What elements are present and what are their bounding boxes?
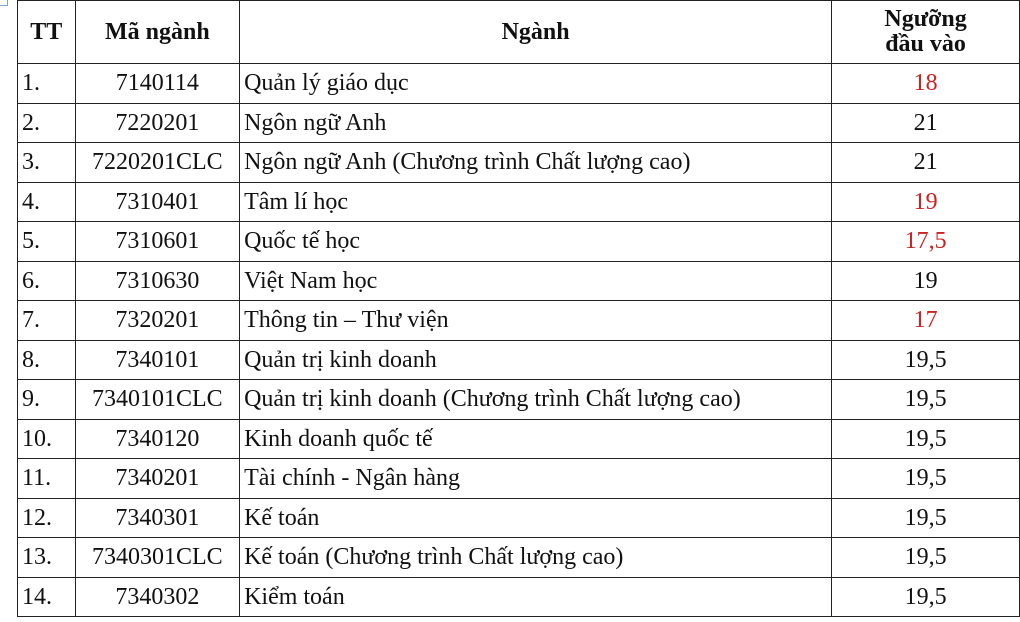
threshold-score: 21 [832, 103, 1020, 143]
header-threshold-line1: Ngưỡng [884, 5, 967, 32]
row-number: 13. [18, 538, 76, 578]
table-row [18, 64, 1020, 104]
threshold-score: 19 [832, 261, 1020, 301]
major-name: Kinh doanh quốc tế [240, 419, 832, 459]
threshold-score: 19,5 [832, 538, 1020, 578]
major-code: 7340101 [75, 340, 239, 380]
header-row [18, 1, 1020, 64]
row-number: 14. [18, 577, 76, 617]
header-threshold-line2: đầu vào [885, 31, 966, 57]
table-row [18, 380, 1020, 420]
table-row [18, 103, 1020, 143]
major-code: 7340201 [75, 459, 239, 499]
table-row [18, 340, 1020, 380]
row-number: 10. [18, 419, 76, 459]
table-row [18, 222, 1020, 262]
major-code: 7340301 [75, 498, 239, 538]
table-row [18, 498, 1020, 538]
table-row [18, 261, 1020, 301]
table-row [18, 459, 1020, 499]
threshold-score: 19,5 [832, 459, 1020, 499]
major-code: 7220201CLC [75, 143, 239, 183]
threshold-score: 19 [832, 182, 1020, 222]
threshold-score: 19,5 [832, 419, 1020, 459]
row-number: 6. [18, 261, 76, 301]
major-code: 7310601 [75, 222, 239, 262]
major-code: 7340302 [75, 577, 239, 617]
major-name: Quản lý giáo dục [240, 64, 832, 104]
major-name: Thông tin – Thư viện [240, 301, 832, 341]
major-name: Kiểm toán [240, 577, 832, 617]
table-row [18, 419, 1020, 459]
major-code: 7340101CLC [75, 380, 239, 420]
row-number: 9. [18, 380, 76, 420]
major-name: Tâm lí học [240, 182, 832, 222]
header-tt: TT [18, 1, 76, 64]
admission-threshold-table [17, 0, 1020, 617]
table-header [18, 1, 1020, 64]
major-code: 7220201 [75, 103, 239, 143]
major-name: Ngôn ngữ Anh (Chương trình Chất lượng cao) [240, 143, 832, 183]
table-row [18, 143, 1020, 183]
table-row [18, 577, 1020, 617]
row-number: 12. [18, 498, 76, 538]
table-body [18, 64, 1020, 617]
header-code: Mã ngành [75, 1, 239, 64]
corner-marker-icon [0, 0, 8, 6]
major-name: Quốc tế học [240, 222, 832, 262]
row-number: 1. [18, 64, 76, 104]
row-number: 8. [18, 340, 76, 380]
major-name: Tài chính - Ngân hàng [240, 459, 832, 499]
major-code: 7340120 [75, 419, 239, 459]
major-code: 7340301CLC [75, 538, 239, 578]
threshold-score: 19,5 [832, 340, 1020, 380]
major-name: Kế toán [240, 498, 832, 538]
major-name: Kế toán (Chương trình Chất lượng cao) [240, 538, 832, 578]
row-number: 5. [18, 222, 76, 262]
header-threshold [832, 1, 1020, 64]
major-name: Ngôn ngữ Anh [240, 103, 832, 143]
major-code: 7310630 [75, 261, 239, 301]
table-row [18, 301, 1020, 341]
row-number: 7. [18, 301, 76, 341]
major-code: 7320201 [75, 301, 239, 341]
row-number: 11. [18, 459, 76, 499]
row-number: 3. [18, 143, 76, 183]
header-major: Ngành [240, 1, 832, 64]
row-number: 2. [18, 103, 76, 143]
major-name: Việt Nam học [240, 261, 832, 301]
threshold-score: 17 [832, 301, 1020, 341]
major-code: 7310401 [75, 182, 239, 222]
threshold-score: 18 [832, 64, 1020, 104]
major-code: 7140114 [75, 64, 239, 104]
table-row [18, 182, 1020, 222]
threshold-score: 19,5 [832, 380, 1020, 420]
major-name: Quản trị kinh doanh [240, 340, 832, 380]
threshold-score: 19,5 [832, 498, 1020, 538]
table-row [18, 538, 1020, 578]
threshold-score: 21 [832, 143, 1020, 183]
threshold-score: 19,5 [832, 577, 1020, 617]
row-number: 4. [18, 182, 76, 222]
major-name: Quản trị kinh doanh (Chương trình Chất lượng cao) [240, 380, 832, 420]
threshold-score: 17,5 [832, 222, 1020, 262]
